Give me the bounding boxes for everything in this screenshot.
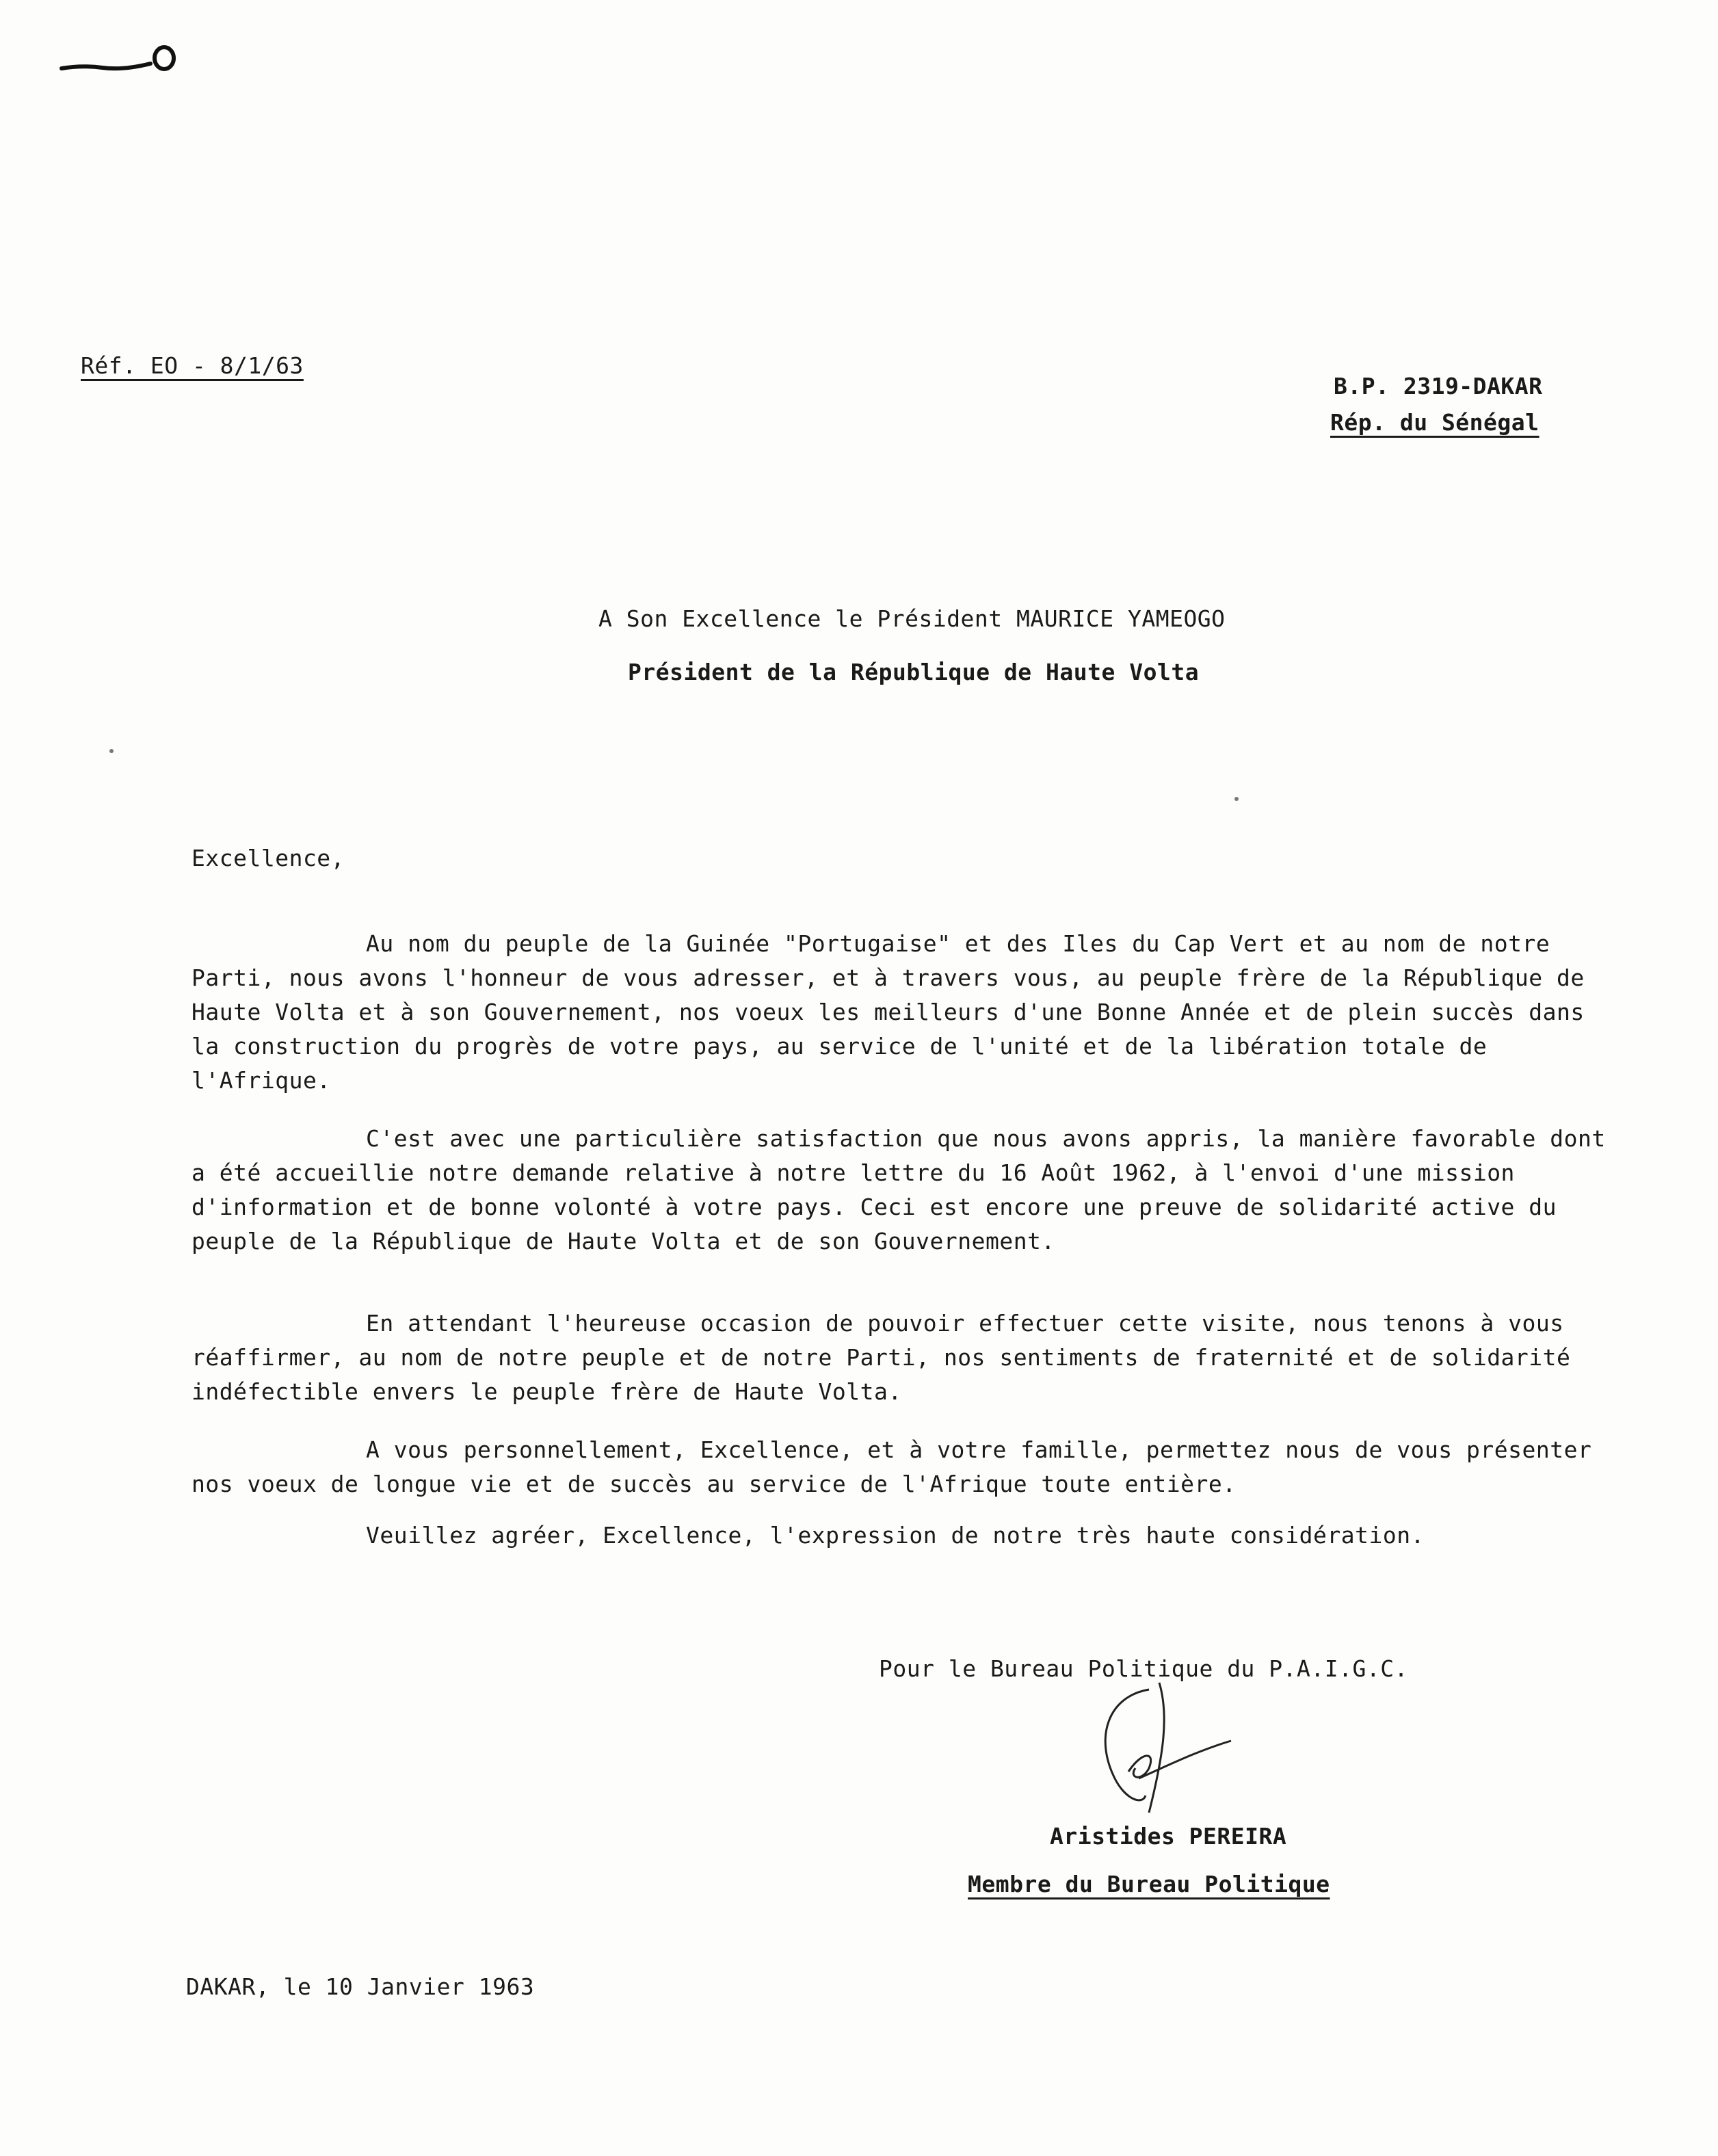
body-paragraph xyxy=(191,927,1614,1098)
date-line: DAKAR, le 10 Janvier 1963 xyxy=(186,1973,535,2000)
body-paragraph xyxy=(191,1306,1614,1409)
closing-from: Pour le Bureau Politique du P.A.I.G.C. xyxy=(879,1655,1408,1682)
paragraph-text: A vous personnellement, Excellence, et à votre famille, permettez nous de vous présenter nos voeux de longue vie et de succès au service de l'Afrique toute entière. xyxy=(191,1436,1592,1497)
body-paragraph xyxy=(191,1519,1614,1553)
paragraph-text: Veuillez agréer, Excellence, l'expression de notre très haute considération. xyxy=(366,1522,1425,1549)
reference-number: Réf. EO - 8/1/63 xyxy=(81,352,304,379)
paper-speck xyxy=(1234,797,1239,801)
body-paragraph xyxy=(191,1433,1614,1501)
paragraph-text: En attendant l'heureuse occasion de pouvoir effectuer cette visite, nous tenons à vous réaffirmer, au nom de notre peuple et de notre Parti, nos sentiments de fraternité et de solidarité indéfectible envers le peuple frère de Haute Volta. xyxy=(191,1310,1571,1405)
paper-speck xyxy=(109,749,114,753)
recipient-line-2: Président de la République de Haute Volta xyxy=(628,659,1200,685)
address-po-box: B.P. 2319-DAKAR xyxy=(1334,373,1543,399)
salutation: Excellence, xyxy=(191,845,345,871)
signer-title: Membre du Bureau Politique xyxy=(968,1871,1330,1897)
recipient-line-1: A Son Excellence le Président MAURICE YAMEOGO xyxy=(598,605,1226,632)
address-country: Rép. du Sénégal xyxy=(1330,409,1539,436)
body-paragraph xyxy=(191,1122,1614,1259)
handwritten-signature xyxy=(1067,1676,1245,1826)
pen-scribble-mark xyxy=(55,38,185,86)
paragraph-text: Au nom du peuple de la Guinée "Portugaise" et des Iles du Cap Vert et au nom de notre Parti, nous avons l'honneur de vous adresser, et à travers vous, au peuple frère de la République de Haute Volta et à son Gouvernement, nos voeux les meilleurs d'une Bonne Année et de plein succès dans la construction du progrès de votre pays, au service de l'unité et de la libération totale de l'Afrique. xyxy=(191,930,1585,1094)
paragraph-text: C'est avec une particulière satisfaction que nous avons appris, la manière favorable dont a été accueillie notre demande relative à notre lettre du 16 Août 1962, à l'envoi d'une mission d'information et de bonne volonté à votre pays. Ceci est encore une preuve de solidarité active du peuple de la République de Haute Volta et de son Gouvernement. xyxy=(191,1125,1606,1254)
signer-name: Aristides PEREIRA xyxy=(1050,1823,1287,1850)
